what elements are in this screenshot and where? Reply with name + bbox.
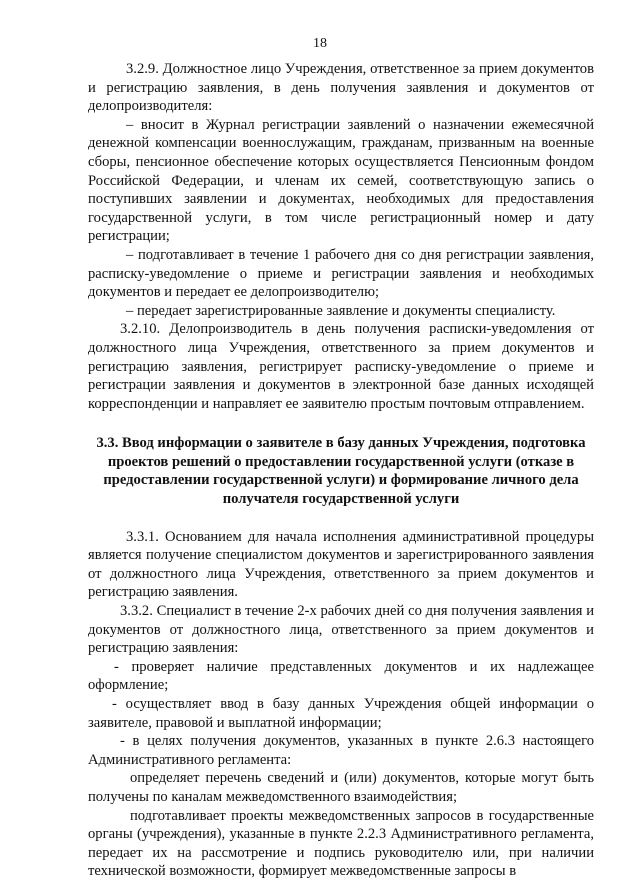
list-item-receipt-notice: – подготавливает в течение 1 рабочего дня со дня регистрации заявления, расписку-уведомление о приеме и регистрации заявления и необходимых документов и передает ее делопроизводителю; (88, 246, 594, 301)
paragraph-3-2-10: 3.2.10. Делопроизводитель в день получения расписки-уведомления от должностного лица Учреждения, ответственного за прием документов и регистрацию заявления, регистрирует расписку-уведомление о приеме и регистрации заявления и документов в электронной базе данных исходящей корреспонденции и направляет ее заявителю простым почтовым отправлением. (88, 321, 594, 412)
list-item-transfer: – передает зарегистрированные заявление и документы специалисту. (126, 302, 556, 319)
paragraph-3-3-1: 3.3.1. Основанием для начала исполнения административной процедуры является получение специалистом документов и зарегистрированного заявления от должностного лица Учреждения, ответственного за прием документов и регистрацию заявления. (88, 528, 594, 601)
page-number: 18 (313, 36, 327, 51)
document-body (88, 60, 594, 881)
paragraph-3-3-2: 3.3.2. Специалист в течение 2-х рабочих дней со дня получения заявления и документов от должностного лица, ответственного за прием документов и регистрацию заявления: (88, 603, 594, 657)
paragraph-3-2-9: 3.2.9. Должностное лицо Учреждения, ответственное за прием документов и регистрацию заявления, в день получения заявления и документов от делопроизводителя: (88, 61, 594, 115)
list-item-journal-entry: – вносит в Журнал регистрации заявлений о назначении ежемесячной денежной компенсации военнослужащим, гражданам, призванным на военные сборы, пенсионное обеспечение которых осуществляется Пенсионным фондом Российской Федерации, и членам их семей, соответствующую запись о поступивших заявлении и документах, необходимых для предоставления государственной услуги, в том числе регистрационный номер и дату регистрации; (88, 116, 594, 245)
list-item-database-entry: - осуществляет ввод в базу данных Учреждения общей информации о заявителе, правовой и выплатной информации; (88, 696, 594, 731)
paragraph-prepare-requests: подготавливает проекты межведомственных запросов в государственные органы (учреждения), указанные в пункте 2.2.3 Административного регламента, передает их на рассмотрение и подпись руководителю или, при наличии технической возможности, формирует межведомственные запросы в (88, 807, 594, 880)
list-item-obtain-documents: - в целях получения документов, указанных в пункте 2.6.3 настоящего Административного регламента: (88, 733, 594, 768)
paragraph-determine-list: определяет перечень сведений и (или) документов, которые могут быть получены по каналам межведомственного взаимодействия; (88, 770, 594, 805)
section-heading-3-3: 3.3. Ввод информации о заявителе в базу данных Учреждения, подготовка проектов решений о предоставлении государственной услуги (отказе в предоставлении государственной услуги) и формирование личного дела получателя государственной услуги (96, 435, 586, 508)
list-item-check-documents: - проверяет наличие представленных документов и их надлежащее оформление; (88, 658, 594, 694)
